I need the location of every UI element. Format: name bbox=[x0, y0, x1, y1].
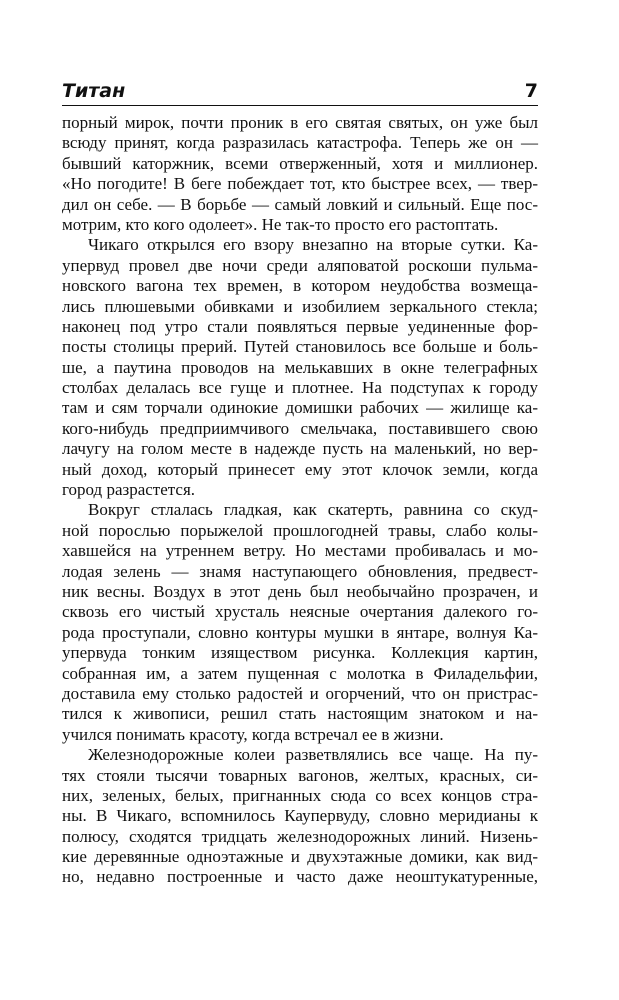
text-line: полюсу, сходятся тридцать железнодорожных линий. Низень- bbox=[62, 826, 538, 846]
text-line: ше, а паутина проводов на мелькавших в окне телеграфных bbox=[62, 357, 538, 377]
text-line: наконец под утро стали появляться первые уединенные фор- bbox=[62, 316, 538, 336]
text-line: ной порослью порыжелой прошлогодней травы, слабо колы- bbox=[62, 520, 538, 540]
text-line: тях стояли тысячи товарных вагонов, желтых, красных, си- bbox=[62, 765, 538, 785]
text-line: лись плюшевыми обивками и изобилием зеркального стекла; bbox=[62, 296, 538, 316]
text-line: город разрастется. bbox=[62, 480, 196, 500]
text-line: «Но погодите! В беге побеждает тот, кто быстрее всех, — твер- bbox=[62, 174, 538, 194]
paragraph-first-line: Вокруг стлалась гладкая, как скатерть, равнина со скуд- bbox=[88, 500, 538, 520]
page-number: 7 bbox=[524, 80, 538, 102]
text-line: них, зеленых, белых, пригнанных сюда со всех концов стра- bbox=[62, 785, 538, 805]
text-line: посты столицы прерий. Путей становилось все больше и боль- bbox=[62, 337, 538, 357]
text-line: там и сям торчали одинокие домишки рабочих — жилище ка- bbox=[62, 398, 538, 418]
text-line: дил он себе. — В борьбе — самый ловкий и сильный. Еще пос- bbox=[62, 194, 538, 214]
text-line: лачугу на голом месте в надежде пусть на маленький, но вер- bbox=[62, 439, 538, 459]
text-line: тился к живописи, решил стать настоящим знатоком и на- bbox=[62, 704, 538, 724]
text-line: мотрим, кто кого одолеет». Не так-то просто его растоптать. bbox=[62, 214, 499, 234]
header-divider bbox=[62, 105, 538, 106]
text-line: всюду принят, когда разразилась катастрофа. Теперь же он — bbox=[62, 133, 538, 153]
text-line: учился понимать красоту, когда встречал ее в жизни. bbox=[62, 724, 444, 744]
paragraph-first-line: Железнодорожные колеи разветвлялись все чаще. На пу- bbox=[88, 745, 538, 765]
text-line: упервуда тонким изяществом рисунка. Коллекция картин, bbox=[62, 643, 538, 663]
text-line: упервуд провел две ночи среди аляповатой роскоши пульма- bbox=[62, 255, 538, 275]
text-line: ны. В Чикаго, вспомнилось Каупервуду, словно меридианы к bbox=[62, 806, 538, 826]
text-line: хавшейся на утреннем ветру. Но местами пробивалась и мо- bbox=[62, 541, 538, 561]
text-line: лодая зелень — знамя наступающего обновления, предвест- bbox=[62, 561, 538, 581]
text-line: кого-нибудь предприимчивого смельчака, поставившего свою bbox=[62, 418, 538, 438]
text-line: ный доход, который принесет ему этот клочок земли, когда bbox=[62, 459, 538, 479]
running-title: Титан bbox=[62, 80, 126, 102]
paragraph-first-line: Чикаго открылся его взору внезапно на вторые сутки. Ка- bbox=[88, 235, 538, 255]
text-line: доставила ему столько радостей и огорчений, что он пристрас- bbox=[62, 683, 538, 703]
text-line: новского вагона тех времен, в котором неудобства возмеща- bbox=[62, 276, 538, 296]
text-line: но, недавно построенные и часто даже неоштукатуренные, bbox=[62, 867, 538, 887]
text-line: кие деревянные одноэтажные и двухэтажные домики, как вид- bbox=[62, 847, 538, 867]
text-line: сквозь его чистый хрусталь неясные очертания далекого го- bbox=[62, 602, 538, 622]
text-line: рода проступали, словно контуры мушки в янтаре, волнуя Ка- bbox=[62, 622, 538, 642]
text-line: порный мирок, почти проник в его святая святых, он уже был bbox=[62, 113, 538, 132]
text-line: бывший каторжник, всеми отверженный, хотя и миллионер. bbox=[62, 153, 538, 173]
text-line: собранная им, а затем пущенная с молотка в Филадельфии, bbox=[62, 663, 538, 683]
text-line: ник весны. Воздух в этот день был необычайно прозрачен, и bbox=[62, 581, 538, 601]
body-text bbox=[62, 113, 538, 888]
running-header bbox=[62, 80, 538, 106]
text-line: столбах делалась все гуще и плотнее. На подступах к городу bbox=[62, 378, 538, 398]
